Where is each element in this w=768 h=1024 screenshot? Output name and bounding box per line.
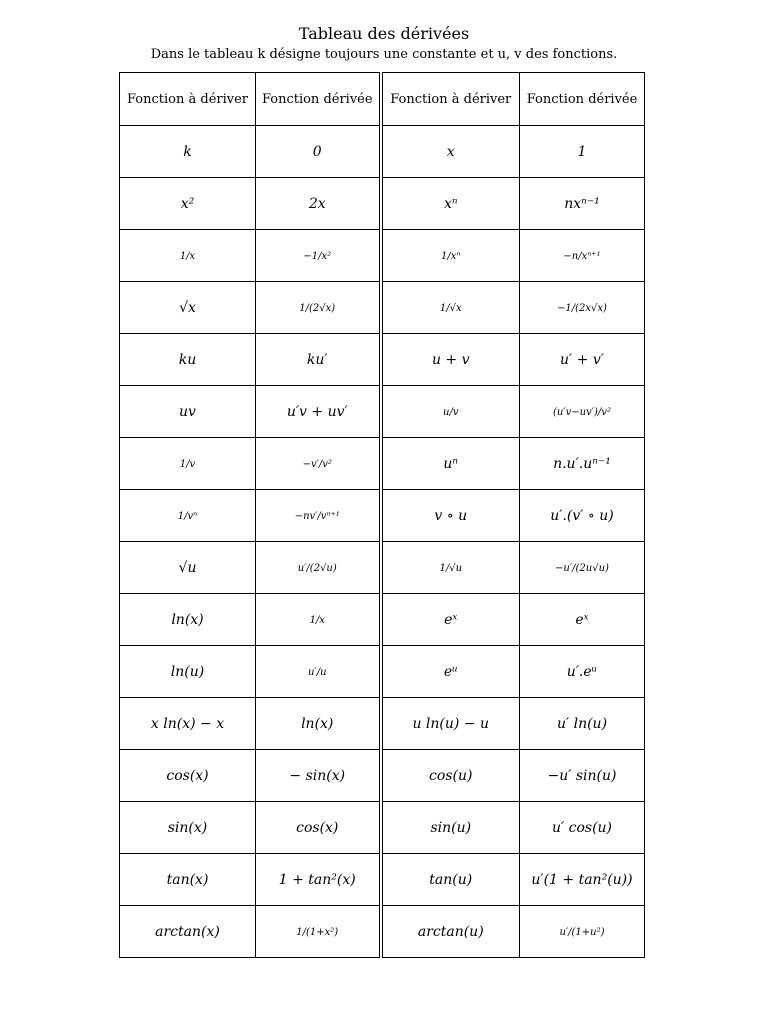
formula: sin(x) [167, 819, 208, 836]
function-to-derive-cell [381, 594, 520, 646]
table-row [120, 594, 645, 646]
formula: xⁿ [443, 195, 458, 212]
derivative-cell [256, 594, 381, 646]
derivative-cell [520, 594, 645, 646]
header-cell: Fonction dérivée [520, 73, 645, 126]
function-to-derive-cell [381, 802, 520, 854]
formula: eᵘ [443, 663, 458, 680]
derivative-cell [256, 230, 381, 282]
function-to-derive-cell [120, 906, 256, 958]
table-row [120, 126, 645, 178]
page-title: Tableau des dérivées [298, 24, 470, 43]
derivative-cell [256, 438, 381, 490]
formula: x [446, 143, 455, 160]
formula: 1/xⁿ [441, 251, 461, 262]
formula: 1/√u [439, 563, 463, 574]
derivative-cell [520, 802, 645, 854]
function-to-derive-cell [120, 594, 256, 646]
formula: 1 [577, 143, 587, 160]
derivative-cell [520, 126, 645, 178]
function-to-derive-cell [381, 230, 520, 282]
derivative-cell [520, 698, 645, 750]
formula: nxⁿ⁻¹ [564, 195, 600, 212]
derivative-cell [520, 542, 645, 594]
formula: u′/(2√u) [297, 563, 337, 574]
formula: −1/(2x√x) [557, 303, 607, 314]
formula: ln(u) [170, 663, 205, 680]
table-row [120, 282, 645, 334]
function-to-derive-cell [120, 386, 256, 438]
table-row [120, 438, 645, 490]
function-to-derive-cell [120, 438, 256, 490]
function-to-derive-cell [120, 542, 256, 594]
derivative-cell [520, 750, 645, 802]
function-to-derive-cell [120, 854, 256, 906]
function-to-derive-cell [381, 698, 520, 750]
derivative-cell [520, 438, 645, 490]
table-row [120, 750, 645, 802]
formula: u/v [443, 407, 459, 418]
function-to-derive-cell [381, 646, 520, 698]
derivative-cell [520, 282, 645, 334]
table-row [120, 698, 645, 750]
derivative-cell [256, 698, 381, 750]
function-to-derive-cell [120, 178, 256, 230]
derivative-cell [520, 230, 645, 282]
function-to-derive-cell [381, 854, 520, 906]
function-to-derive-cell [381, 750, 520, 802]
page-subtitle: Dans le tableau k désigne toujours une constante et u, v des fonctions. [150, 47, 618, 62]
function-to-derive-cell [120, 750, 256, 802]
table-row [120, 854, 645, 906]
formula: v ∘ u [434, 507, 468, 524]
function-to-derive-cell [381, 334, 520, 386]
formula: uⁿ [443, 455, 459, 472]
formula: 1 + tan²(x) [278, 871, 356, 888]
derivatives-table [119, 72, 645, 958]
function-to-derive-cell [381, 126, 520, 178]
table-header-row [120, 73, 645, 126]
derivative-cell [256, 386, 381, 438]
formula: ku [178, 351, 197, 368]
formula: eˣ [444, 611, 458, 628]
formula: eˣ [575, 611, 589, 628]
table-row [120, 178, 645, 230]
formula: tan(u) [429, 871, 473, 888]
formula: −n/xⁿ⁺¹ [563, 251, 601, 262]
formula: u′(1 + tan²(u)) [531, 871, 633, 888]
formula: cos(x) [296, 819, 339, 836]
formula: 1/x [309, 615, 325, 626]
derivative-cell [520, 334, 645, 386]
formula: u′ cos(u) [551, 819, 613, 836]
formula: −u′ sin(u) [547, 767, 617, 784]
function-to-derive-cell [381, 542, 520, 594]
formula: x² [180, 195, 195, 212]
formula: 0 [312, 143, 322, 160]
derivative-cell [520, 854, 645, 906]
table-row [120, 490, 645, 542]
derivative-cell [520, 490, 645, 542]
derivative-cell [256, 854, 381, 906]
header-cell: Fonction à dériver [120, 73, 256, 126]
formula: k [183, 143, 192, 160]
formula: u′/(1+u²) [559, 927, 605, 938]
formula: u′.(v′ ∘ u) [550, 507, 614, 524]
derivative-cell [256, 490, 381, 542]
derivative-cell [256, 126, 381, 178]
function-to-derive-cell [381, 282, 520, 334]
formula: 2x [308, 195, 326, 212]
function-to-derive-cell [120, 334, 256, 386]
function-to-derive-cell [120, 282, 256, 334]
formula: u′ ln(u) [556, 715, 608, 732]
function-to-derive-cell [120, 802, 256, 854]
table-row [120, 386, 645, 438]
formula: 1/(1+x²) [296, 927, 339, 938]
formula: u′/u [307, 667, 327, 678]
formula: 1/√x [439, 303, 462, 314]
function-to-derive-cell [381, 438, 520, 490]
function-to-derive-cell [381, 178, 520, 230]
formula: −nv′/vⁿ⁺¹ [294, 511, 340, 522]
function-to-derive-cell [120, 126, 256, 178]
function-to-derive-cell [120, 698, 256, 750]
table-row [120, 230, 645, 282]
formula: arctan(x) [155, 923, 220, 940]
formula: −u′/(2u√u) [555, 563, 609, 574]
header-cell: Fonction à dériver [381, 73, 520, 126]
formula: 1/vⁿ [177, 511, 198, 522]
function-to-derive-cell [381, 386, 520, 438]
derivative-cell [256, 178, 381, 230]
formula: n.u′.uⁿ⁻¹ [553, 455, 611, 472]
derivative-cell [256, 646, 381, 698]
formula: 1/v [179, 459, 196, 470]
formula: cos(x) [166, 767, 209, 784]
formula: ln(x) [301, 715, 334, 732]
formula: (u′v−uv′)/v² [553, 407, 611, 418]
formula: ln(x) [171, 611, 204, 628]
function-to-derive-cell [381, 490, 520, 542]
derivative-cell [520, 178, 645, 230]
formula: u′v + uv′ [286, 403, 348, 420]
derivative-cell [520, 386, 645, 438]
derivative-cell [520, 906, 645, 958]
derivative-cell [256, 542, 381, 594]
table-row [120, 334, 645, 386]
table-row [120, 542, 645, 594]
table-body [120, 126, 645, 958]
formula: −1/x² [303, 251, 332, 262]
formula: sin(u) [430, 819, 472, 836]
derivative-cell [256, 802, 381, 854]
header-cell: Fonction dérivée [256, 73, 381, 126]
formula: tan(x) [166, 871, 209, 888]
formula: −v′/v² [302, 459, 332, 470]
formula: u′.eᵘ [566, 663, 598, 680]
formula: u + v [431, 351, 470, 368]
formula: 1/(2√x) [299, 303, 336, 314]
derivative-cell [256, 282, 381, 334]
formula: √x [179, 299, 196, 316]
formula: cos(u) [429, 767, 473, 784]
formula: √u [178, 559, 197, 576]
derivative-cell [256, 750, 381, 802]
formula: u ln(u) − u [412, 715, 490, 732]
formula: u′ + v′ [560, 351, 604, 368]
table-row [120, 646, 645, 698]
formula: x ln(x) − x [150, 715, 225, 732]
function-to-derive-cell [120, 490, 256, 542]
formula: ku′ [306, 351, 328, 368]
formula: 1/x [179, 251, 196, 262]
table-row [120, 802, 645, 854]
derivative-cell [256, 906, 381, 958]
formula: − sin(x) [289, 767, 346, 784]
function-to-derive-cell [120, 230, 256, 282]
derivative-cell [256, 334, 381, 386]
derivative-cell [520, 646, 645, 698]
formula: uv [179, 403, 196, 420]
function-to-derive-cell [120, 646, 256, 698]
function-to-derive-cell [381, 906, 520, 958]
formula: arctan(u) [417, 923, 484, 940]
table-row [120, 906, 645, 958]
